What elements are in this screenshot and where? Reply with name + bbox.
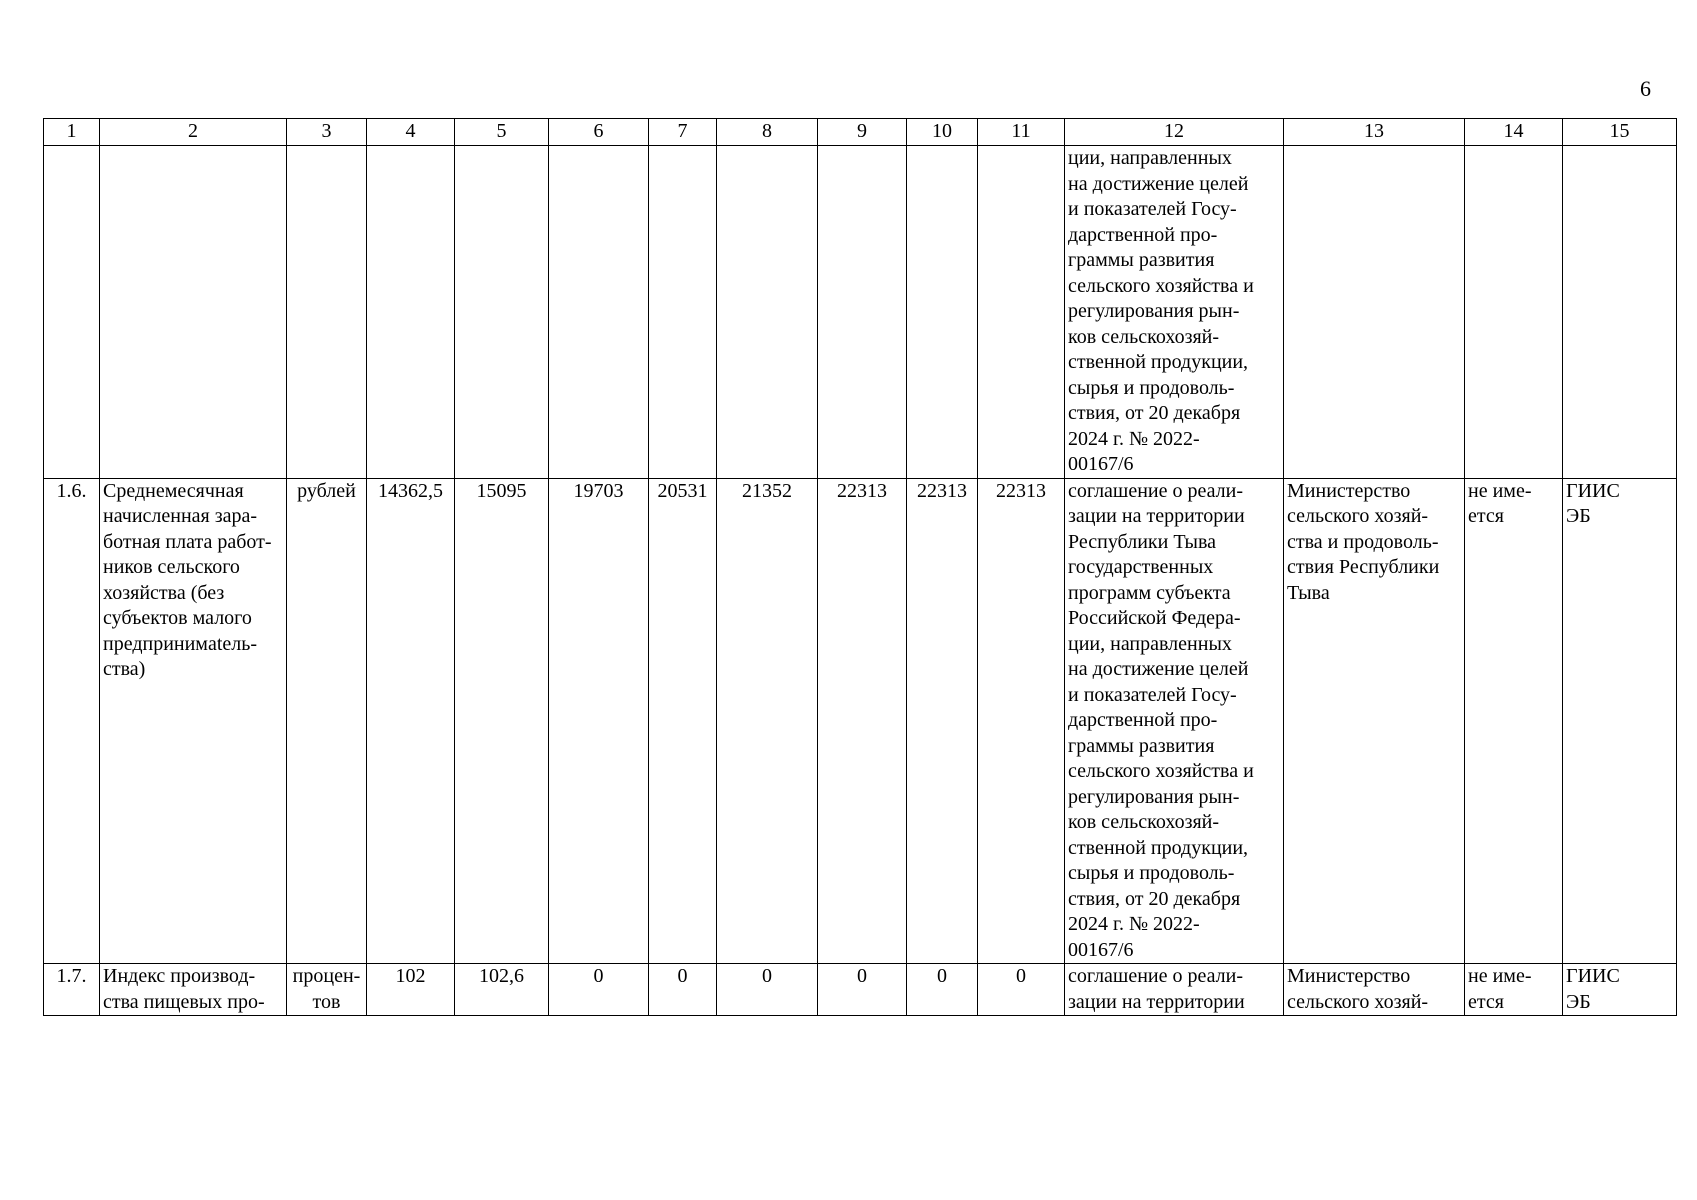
column-header: 5 [455, 119, 549, 146]
value-cell [978, 146, 1065, 479]
value-cell: 15095 [455, 478, 549, 964]
indicator-name [100, 146, 287, 479]
column-header: 8 [717, 119, 818, 146]
column-header: 9 [818, 119, 907, 146]
basis-cell: ции, направленных на достижение целей и показателей Госу- дарственной про- граммы развития сельского хозяйства и регулирования рын- ков сельскохозяй- ственной продукции, сырья и продоволь- ствия, от 20 декабря 2024 г. № 2022- 00167/6 [1065, 146, 1284, 479]
header-row [44, 119, 1677, 146]
value-cell [717, 146, 818, 479]
column-header: 11 [978, 119, 1065, 146]
value-cell [549, 146, 649, 479]
value-cell: 22313 [818, 478, 907, 964]
value-cell: 19703 [549, 478, 649, 964]
value-cell [455, 146, 549, 479]
column-header: 10 [907, 119, 978, 146]
responsible-cell: Министерство сельского хозяй- [1284, 964, 1465, 1016]
table-row [44, 146, 1677, 479]
unit-cell [287, 146, 367, 479]
info-cell: не име- ется [1465, 478, 1563, 964]
value-cell: 20531 [649, 478, 717, 964]
table-row [44, 478, 1677, 964]
unit-cell: рублей [287, 478, 367, 964]
table-row [44, 964, 1677, 1016]
value-cell: 22313 [907, 478, 978, 964]
row-number: 1.6. [44, 478, 100, 964]
column-header: 6 [549, 119, 649, 146]
value-cell: 0 [717, 964, 818, 1016]
value-cell: 21352 [717, 478, 818, 964]
column-header: 3 [287, 119, 367, 146]
value-cell: 102 [367, 964, 455, 1016]
value-cell [818, 146, 907, 479]
value-cell [367, 146, 455, 479]
column-header: 13 [1284, 119, 1465, 146]
basis-cell: соглашение о реали- зации на территории [1065, 964, 1284, 1016]
info-cell: не име- ется [1465, 964, 1563, 1016]
value-cell [907, 146, 978, 479]
row-number [44, 146, 100, 479]
row-number: 1.7. [44, 964, 100, 1016]
indicators-table [43, 118, 1677, 1016]
column-header: 12 [1065, 119, 1284, 146]
column-header: 4 [367, 119, 455, 146]
column-header: 15 [1563, 119, 1677, 146]
value-cell: 0 [978, 964, 1065, 1016]
system-cell [1563, 146, 1677, 479]
value-cell [649, 146, 717, 479]
value-cell: 0 [649, 964, 717, 1016]
indicator-name: Среднемесячная начисленная зара- ботная плата работ- ников сельского хозяйства (без субъектов малого предпринимatель- ства) [100, 478, 287, 964]
value-cell: 22313 [978, 478, 1065, 964]
responsible-cell: Министерство сельского хозяй- ства и продоволь- ствия Республики Тыва [1284, 478, 1465, 964]
page-number: 6 [1640, 76, 1651, 101]
value-cell: 0 [549, 964, 649, 1016]
basis-cell: соглашение о реали- зации на территории Республики Тыва государственных программ субъекта Российской Федера- ции, направленных на достижение целей и показателей Госу- дарственной про- граммы развития сельского хозяйства и регулирования рын- ков сельскохозяй- ственной продукции, сырья и продоволь- ствия, от 20 декабря 2024 г. № 2022- 00167/6 [1065, 478, 1284, 964]
responsible-cell [1284, 146, 1465, 479]
column-header: 2 [100, 119, 287, 146]
value-cell: 14362,5 [367, 478, 455, 964]
value-cell: 0 [907, 964, 978, 1016]
unit-cell: процен- тов [287, 964, 367, 1016]
info-cell [1465, 146, 1563, 479]
indicator-name: Индекс производ- ства пищевых про- [100, 964, 287, 1016]
column-header: 14 [1465, 119, 1563, 146]
column-header: 7 [649, 119, 717, 146]
value-cell: 102,6 [455, 964, 549, 1016]
system-cell: ГИИС ЭБ [1563, 478, 1677, 964]
value-cell: 0 [818, 964, 907, 1016]
system-cell: ГИИС ЭБ [1563, 964, 1677, 1016]
column-header: 1 [44, 119, 100, 146]
